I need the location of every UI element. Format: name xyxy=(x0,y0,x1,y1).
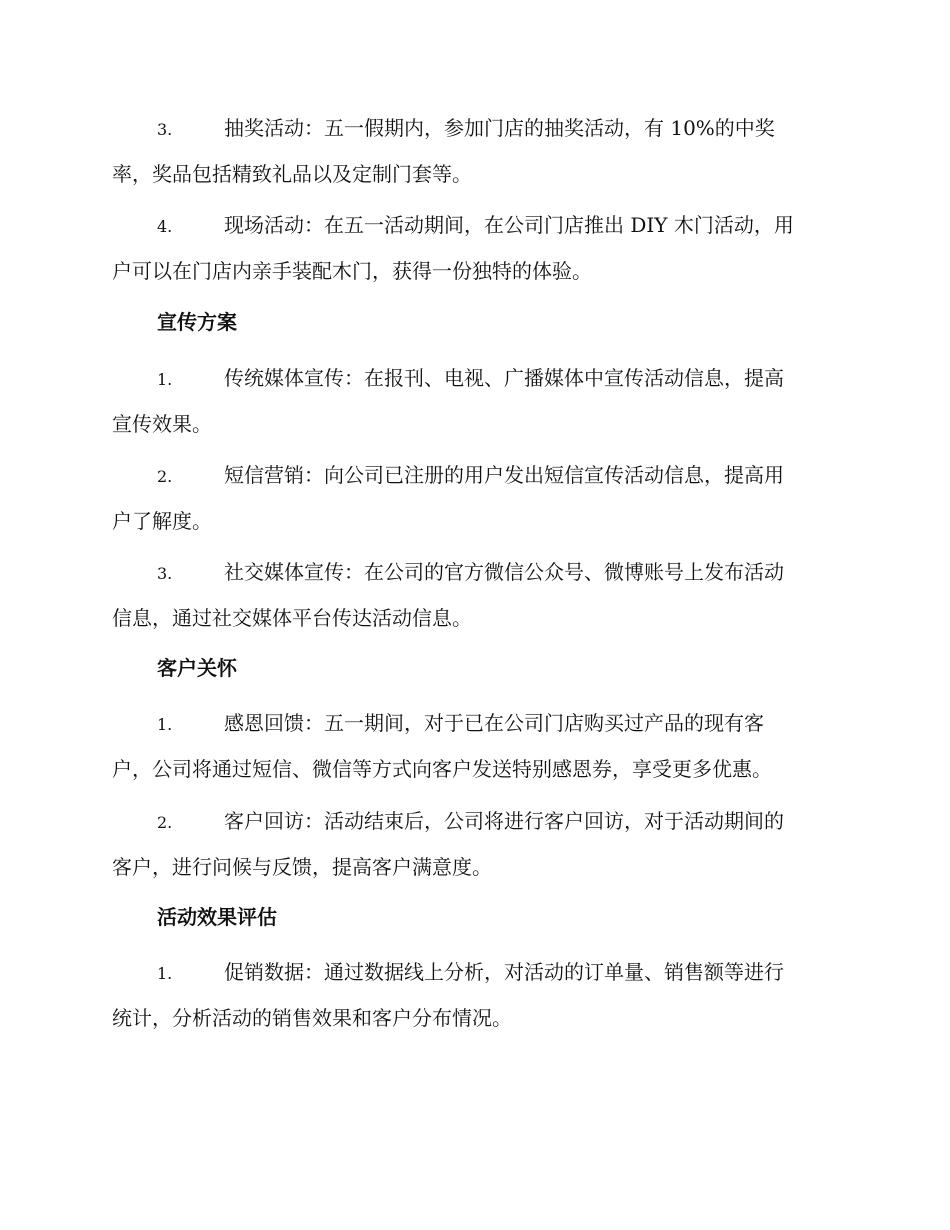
item-text-line2: 信息，通过社交媒体平台传达活动信息。 xyxy=(112,606,472,630)
section-heading: 宣传方案 xyxy=(157,310,237,334)
list-item xyxy=(112,356,838,446)
item-text-line2: 宣传效果。 xyxy=(112,412,212,436)
item-number: 1. xyxy=(157,715,173,734)
item-text-line2: 统计，分析活动的销售效果和客户分布情况。 xyxy=(112,1006,512,1030)
list-item xyxy=(112,799,838,889)
section-heading: 客户关怀 xyxy=(157,656,237,680)
list-item xyxy=(112,453,838,543)
item-text-line1: 传统媒体宣传：在报刊、电视、广播媒体中宣传活动信息，提高 xyxy=(224,366,784,390)
item-number: 3. xyxy=(157,564,173,583)
list-item xyxy=(112,701,838,791)
item-text-line2: 户，公司将通过短信、微信等方式向客户发送特别感恩券，享受更多优惠。 xyxy=(112,757,772,781)
section-heading: 活动效果评估 xyxy=(157,905,277,929)
item-text-line2: 户可以在门店内亲手装配木门，获得一份独特的体验。 xyxy=(112,259,592,283)
item-text-line2: 率，奖品包括精致礼品以及定制门套等。 xyxy=(112,162,472,186)
item-text-line2: 户了解度。 xyxy=(112,509,212,533)
item-text-line1: 抽奖活动：五一假期内，参加门店的抽奖活动，有 10%的中奖 xyxy=(224,116,775,140)
item-number: 1. xyxy=(157,964,173,983)
list-item xyxy=(112,550,838,640)
item-text-line1: 促销数据：通过数据线上分析，对活动的订单量、销售额等进行 xyxy=(224,960,784,984)
item-text-line1: 客户回访：活动结束后，公司将进行客户回访，对于活动期间的 xyxy=(224,809,784,833)
item-number: 3. xyxy=(157,120,173,139)
item-number: 2. xyxy=(157,467,173,486)
item-number: 2. xyxy=(157,813,173,832)
item-number: 4. xyxy=(157,217,173,236)
item-text-line2: 客户，进行问候与反馈，提高客户满意度。 xyxy=(112,855,492,879)
item-text-line1: 现场活动：在五一活动期间，在公司门店推出 DIY 木门活动，用 xyxy=(224,213,794,237)
item-text-line1: 感恩回馈：五一期间，对于已在公司门店购买过产品的现有客 xyxy=(224,711,764,735)
list-item xyxy=(112,203,838,293)
list-item xyxy=(112,950,838,1040)
item-text-line1: 短信营销：向公司已注册的用户发出短信宣传活动信息，提高用 xyxy=(224,463,784,487)
item-text-line1: 社交媒体宣传：在公司的官方微信公众号、微博账号上发布活动 xyxy=(224,560,784,584)
item-number: 1. xyxy=(157,370,173,389)
list-item xyxy=(112,106,838,196)
